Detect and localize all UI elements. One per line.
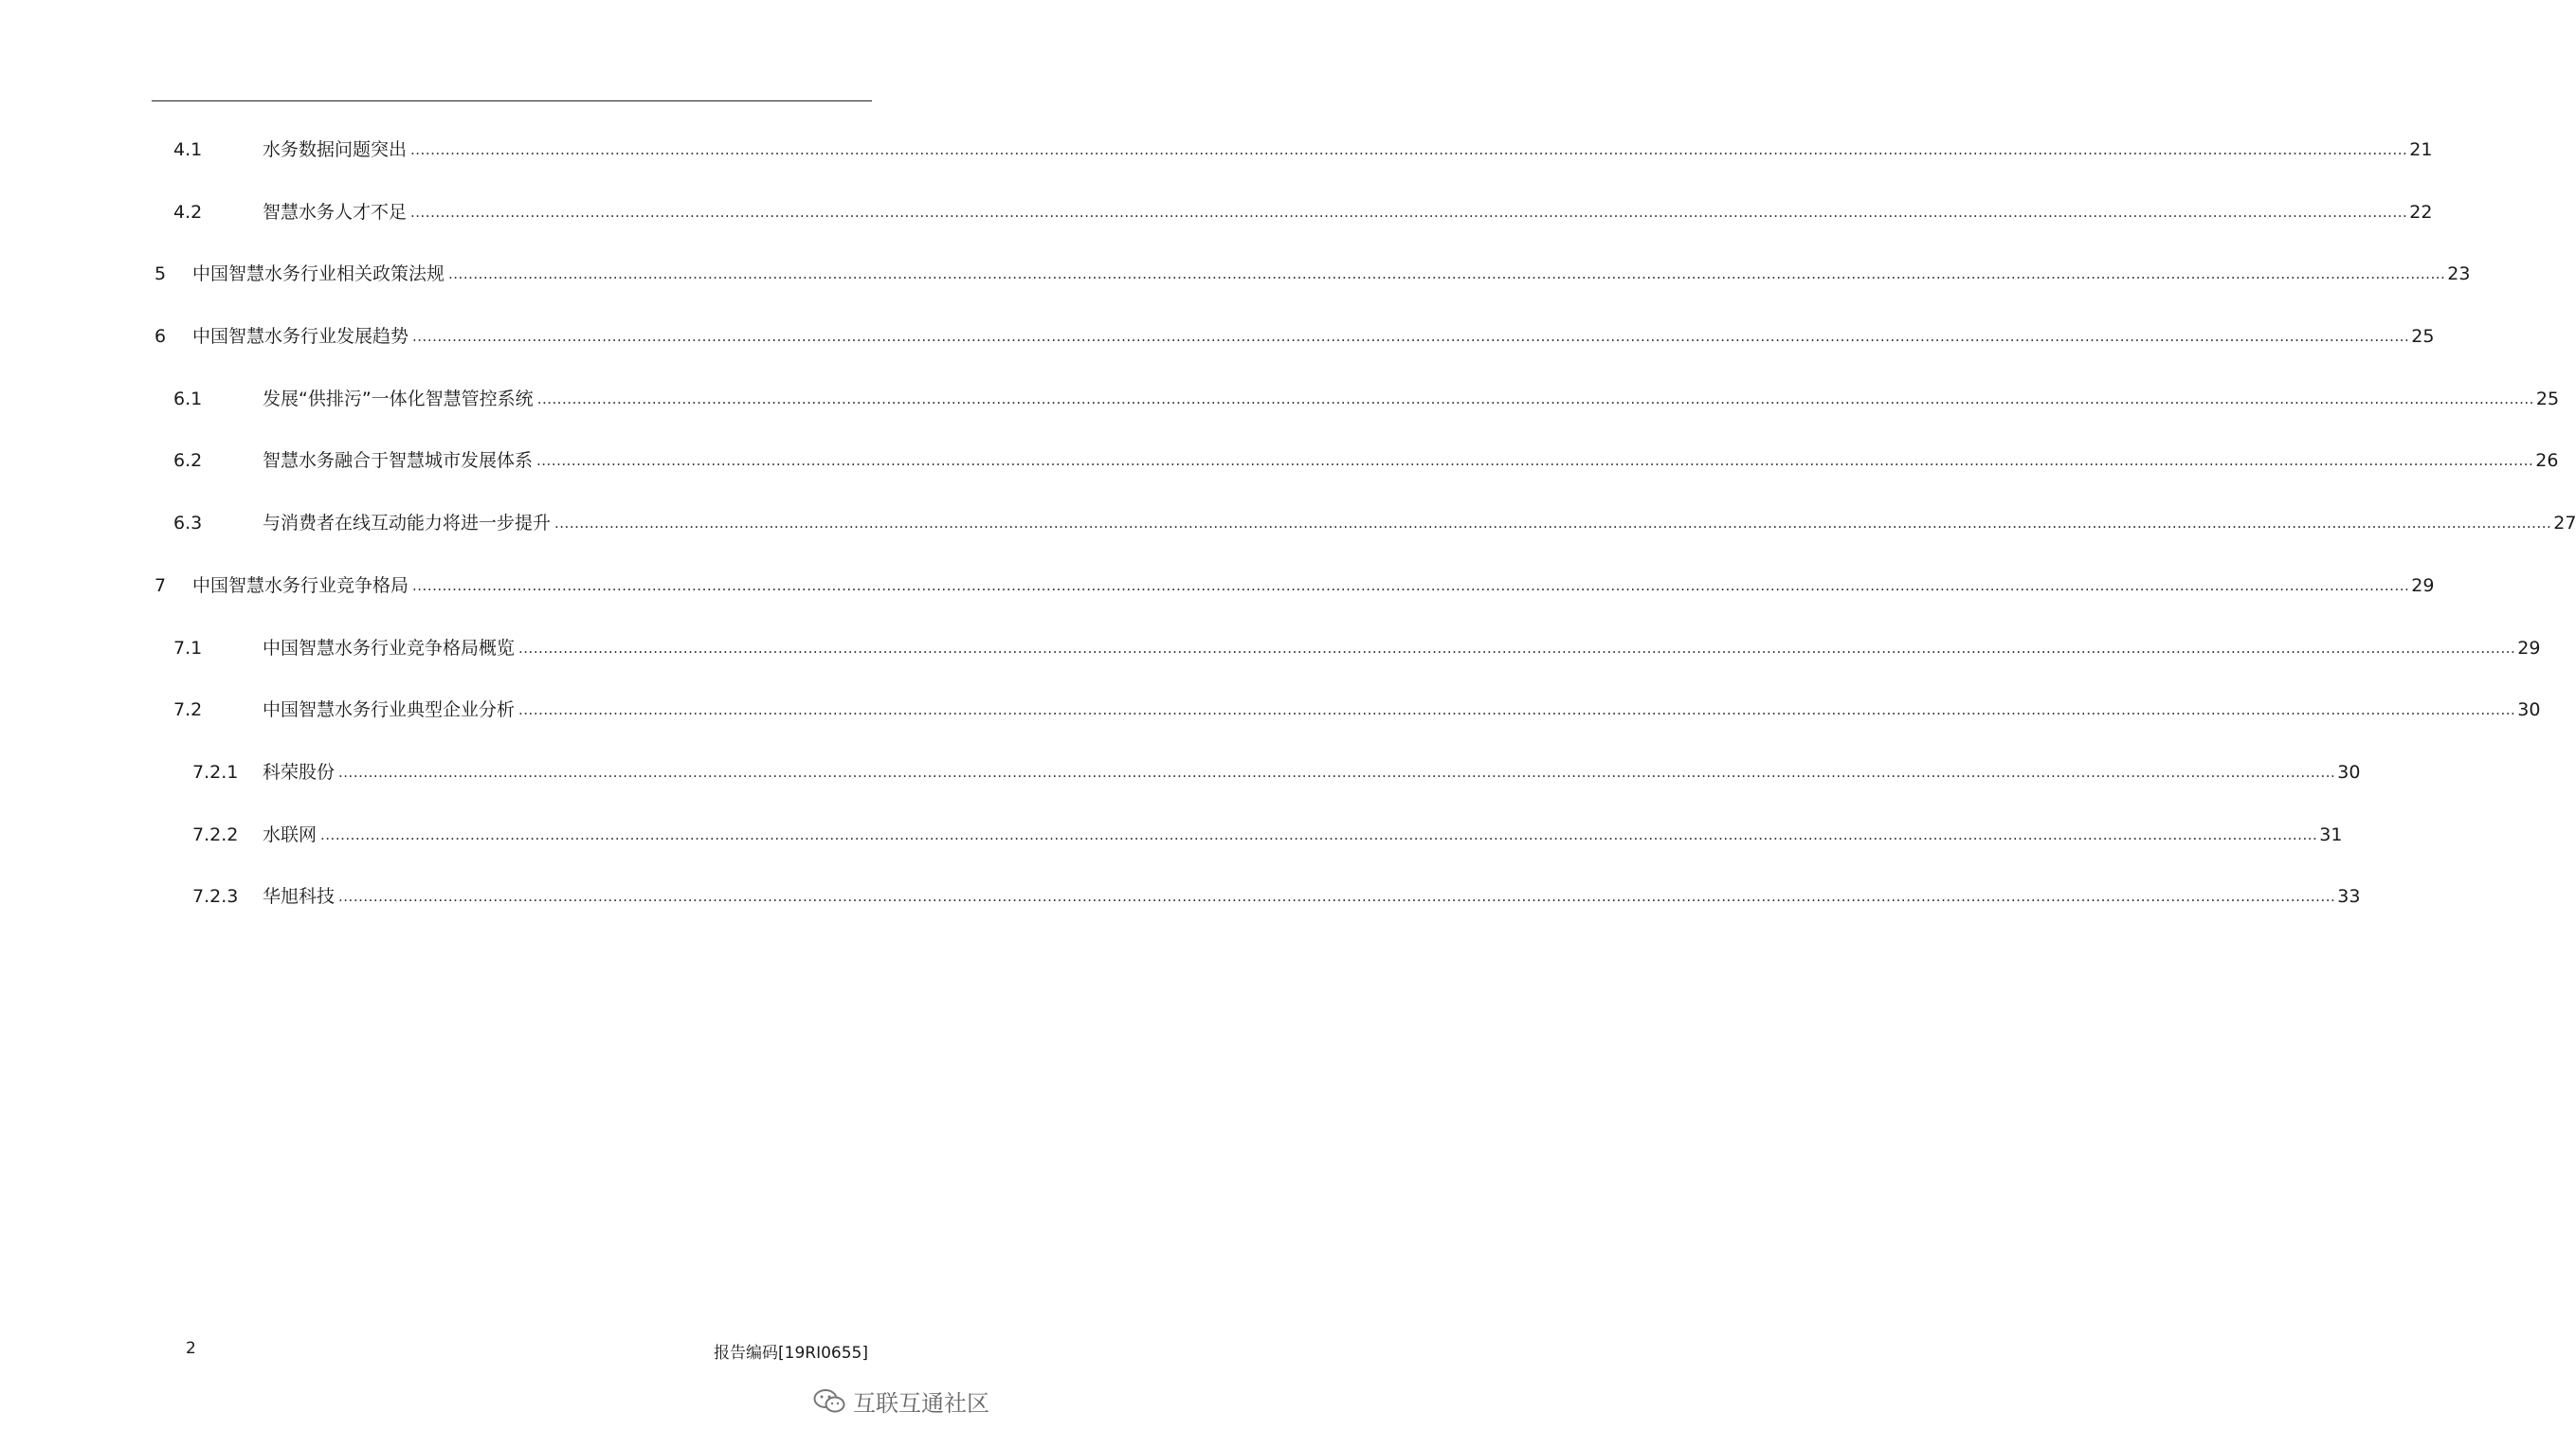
toc-entry[interactable] — [0, 430, 2559, 493]
table-of-contents — [0, 119, 2576, 929]
toc-entry-page: 25 — [2535, 388, 2560, 409]
toc-entry-number: 6 — [154, 326, 167, 348]
dot-leader: ................................................................................................................................................................................................................................................................................................................................................................................................................ — [554, 515, 2552, 533]
toc-entry[interactable] — [0, 244, 2471, 306]
toc-entry-title: 智慧水务人才不足 — [263, 201, 408, 223]
toc-entry-line — [192, 306, 2435, 370]
toc-entry-page: 26 — [2535, 450, 2559, 472]
toc-entry-page: 30 — [2517, 699, 2541, 721]
dot-leader: ................................................................................................................................................................................................................................................................................................................................................................................................................ — [536, 389, 2534, 407]
toc-entry-title: 水务数据问题突出 — [263, 139, 408, 160]
toc-entry-title: 中国智慧水务行业竞争格局 — [192, 574, 409, 596]
toc-entry-line — [263, 679, 2541, 743]
toc-entry-line — [192, 244, 2471, 307]
toc-entry-title: 中国智慧水务行业相关政策法规 — [192, 263, 445, 285]
toc-entry-number: 7.1 — [173, 637, 203, 659]
toc-entry-page: 21 — [2409, 139, 2433, 160]
toc-entry-line — [263, 493, 2576, 556]
dot-leader: ................................................................................................................................................................................................................................................................................................................................................................................................................ — [412, 328, 2410, 346]
toc-entry-title: 科荣股份 — [263, 761, 336, 783]
toc-entry-title: 水联网 — [263, 824, 317, 845]
dot-leader: ................................................................................................................................................................................................................................................................................................................................................................................................................ — [410, 203, 2408, 221]
wechat-icon — [813, 1388, 845, 1415]
toc-entry-page: 33 — [2337, 886, 2361, 908]
dot-leader: ................................................................................................................................................................................................................................................................................................................................................................................................................ — [518, 639, 2516, 657]
toc-entry[interactable] — [0, 866, 2361, 929]
toc-entry-line — [192, 555, 2435, 619]
dot-leader: ................................................................................................................................................................................................................................................................................................................................................................................................................ — [412, 576, 2410, 594]
toc-entry-line — [263, 742, 2361, 805]
toc-entry-number: 7 — [154, 574, 167, 596]
toc-entry-number: 7.2.3 — [192, 886, 239, 908]
toc-entry-number: 7.2.2 — [192, 824, 239, 845]
toc-entry-title: 与消费者在线互动能力将进一步提升 — [263, 513, 552, 534]
toc-entry[interactable] — [0, 555, 2435, 618]
dot-leader: ................................................................................................................................................................................................................................................................................................................................................................................................................ — [410, 141, 2408, 158]
toc-entry-number: 4.2 — [173, 201, 203, 223]
dot-leader: ................................................................................................................................................................................................................................................................................................................................................................................................................ — [320, 825, 2318, 843]
dot-leader: ................................................................................................................................................................................................................................................................................................................................................................................................................ — [518, 701, 2516, 719]
toc-entry-page: 27 — [2553, 513, 2576, 534]
dot-leader: ................................................................................................................................................................................................................................................................................................................................................................................................................ — [536, 452, 2534, 470]
toc-entry-number: 6.1 — [173, 388, 203, 409]
toc-entry-page: 23 — [2447, 263, 2471, 285]
toc-entry-title: 发展“供排污”一体化智慧管控系统 — [263, 388, 534, 409]
dot-leader: ................................................................................................................................................................................................................................................................................................................................................................................................................ — [338, 888, 2336, 906]
toc-entry[interactable] — [0, 119, 2433, 182]
toc-entry-line — [263, 866, 2361, 930]
toc-entry-title: 中国智慧水务行业典型企业分析 — [263, 699, 516, 721]
toc-entry-number: 7.2 — [173, 699, 203, 721]
toc-entry-line — [263, 618, 2541, 681]
watermark — [813, 1385, 989, 1418]
toc-entry-page: 29 — [2411, 574, 2435, 596]
toc-entry-line — [263, 430, 2559, 494]
footer-page-number: 2 — [186, 1339, 196, 1358]
toc-entry-title: 华旭科技 — [263, 886, 336, 908]
toc-entry-title: 智慧水务融合于智慧城市发展体系 — [263, 450, 534, 472]
toc-entry-line — [263, 182, 2433, 245]
toc-entry-number: 4.1 — [173, 139, 203, 160]
toc-entry[interactable] — [0, 679, 2541, 742]
dot-leader: ................................................................................................................................................................................................................................................................................................................................................................................................................ — [448, 265, 2446, 283]
toc-entry-page: 29 — [2517, 637, 2541, 659]
toc-entry-number: 5 — [154, 263, 167, 285]
toc-entry-page: 30 — [2337, 761, 2361, 783]
toc-entry[interactable] — [0, 805, 2343, 867]
watermark-text: 互联互通社区 — [853, 1390, 989, 1417]
toc-entry-page: 22 — [2409, 201, 2433, 223]
toc-entry-number: 6.2 — [173, 450, 203, 472]
toc-entry[interactable] — [0, 493, 2576, 555]
toc-entry[interactable] — [0, 742, 2361, 805]
toc-entry-title: 中国智慧水务行业竞争格局概览 — [263, 637, 516, 659]
toc-entry-line — [263, 805, 2343, 868]
footer-report-code: 报告编码[19RI0655] — [714, 1344, 868, 1363]
toc-entry-line — [263, 369, 2560, 432]
toc-entry-title: 中国智慧水务行业发展趋势 — [192, 326, 409, 348]
toc-entry-page: 25 — [2411, 326, 2435, 348]
toc-entry-number: 6.3 — [173, 513, 203, 534]
toc-entry-page: 31 — [2319, 824, 2343, 845]
header-rule — [152, 100, 872, 101]
toc-entry[interactable] — [0, 369, 2560, 431]
dot-leader: ................................................................................................................................................................................................................................................................................................................................................................................................................ — [338, 763, 2336, 781]
toc-entry[interactable] — [0, 306, 2435, 369]
toc-entry-number: 7.2.1 — [192, 761, 239, 783]
toc-entry[interactable] — [0, 618, 2541, 680]
toc-entry-line — [263, 119, 2433, 183]
toc-entry[interactable] — [0, 182, 2433, 244]
